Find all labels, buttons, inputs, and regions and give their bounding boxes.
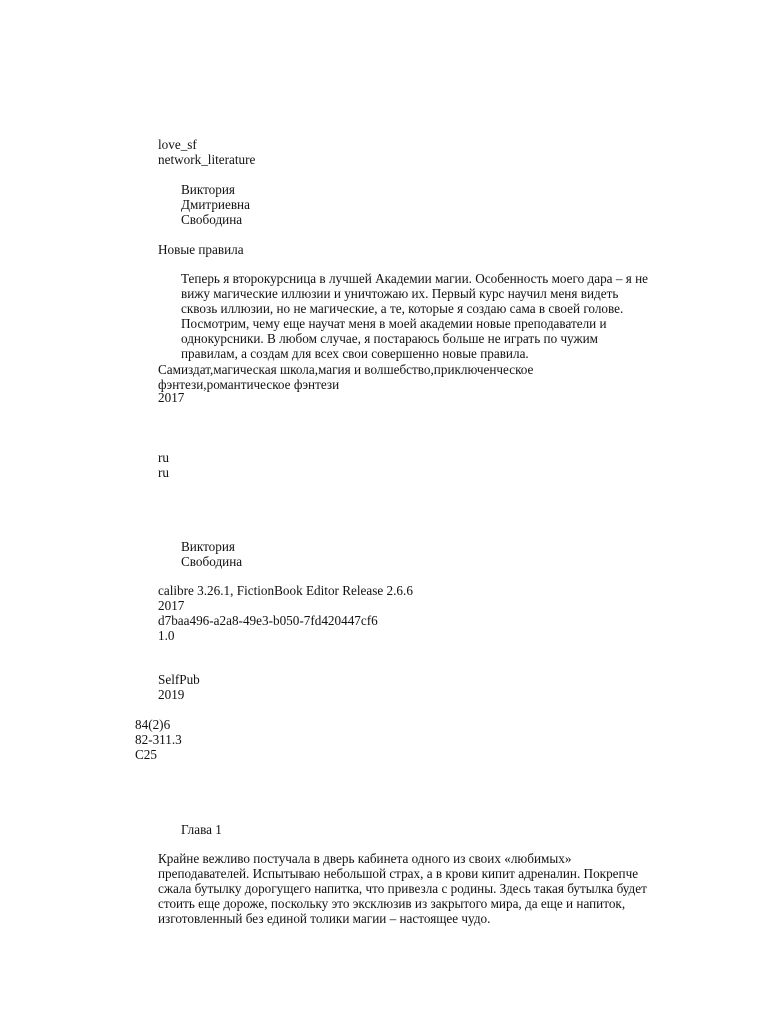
lang: ru [158,450,169,465]
doc-id: d7baa496-a2a8-49e3-b050-7fd420447cf6 [158,613,378,628]
chapter-title: Глава 1 [181,822,222,837]
document-author [181,539,242,569]
code-item: 84(2)6 [135,717,171,732]
language-block [158,450,169,480]
code-item: С25 [135,747,157,762]
doc-date: 2017 [158,598,185,613]
author-block [181,182,250,227]
document-info [158,583,413,643]
book-title: Новые правила [158,242,244,257]
doc-author-first-name: Виктория [181,539,235,554]
publish-info [158,672,200,702]
chapter-text: Крайне вежливо постучала в дверь кабинета одного из своих «любимых» преподавателей. Испытываю небольшой страх, а в крови кипит адреналин. Покрепче сжала бутылку дорогущего напитка, что привезла с родины. Здесь такая бутылка будет стоить еще дороже, поскольку это эксклюзив из закрытого мира, да еще и напиток, изготовленный без единой толики магии – настоящее чудо. [158,851,647,926]
annotation: Теперь я второкурсница в лучшей Академии магии. Особенность моего дара – я не вижу магические иллюзии и уничтожаю их. Первый курс научил меня видеть сквозь иллюзии, но не магические, а те, которые я создаю сама в своей голове. Посмотрим, чему еще научат меня в моей академии новые преподаватели и однокурсники. В любом случае, я постараюсь больше не играть по чужим правилам, а создам для всех свои совершенно новые правила. [181,271,648,361]
author-middle-name: Дмитриевна [181,197,250,212]
src-lang: ru [158,465,169,480]
publisher: SelfPub [158,672,200,687]
doc-version: 1.0 [158,628,175,643]
author-last-name: Свободина [181,212,243,227]
publish-year: 2019 [158,687,185,702]
classification-codes [135,717,182,762]
genre-item: love_sf [158,137,197,152]
genre-list [158,137,255,167]
author-first-name: Виктория [181,182,235,197]
book-year: 2017 [158,390,185,405]
genre-item: network_literature [158,152,256,167]
program-used: calibre 3.26.1, FictionBook Editor Release 2.6.6 [158,583,413,598]
doc-author-last-name: Свободина [181,554,243,569]
code-item: 82-311.3 [135,732,182,747]
keywords: Самиздат,магическая школа,магия и волшебство,приключенческое фэнтези,романтическое фэнтези [158,362,534,392]
